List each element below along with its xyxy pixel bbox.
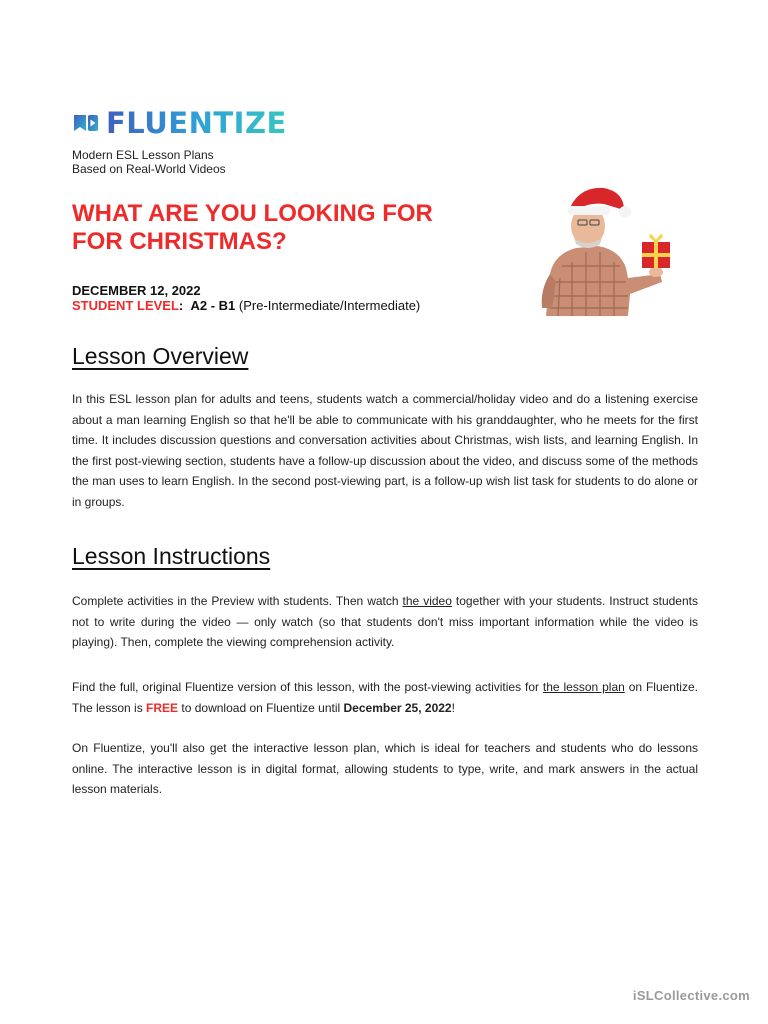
lesson-overview-text: In this ESL lesson plan for adults and teens, students watch a commercial/holiday video and do a listening exercise about a man learning English so that he'll be able to communicate with his granddaughter, who he meets for the first time. It includes discussion questions and conversation activities about Christmas, wish lists, and learning English. In the first post-viewing section, students have a follow-up discussion about the video, and discuss some of the methods the man uses to learn English. In the second post-viewing part, is a follow-up wish list task for students to do alone or in groups.: [72, 392, 698, 509]
brand-logo: [72, 108, 287, 138]
santa-hero-image: [528, 182, 678, 316]
p1-text-b: together with your students. Instruct students not to write during the video — only watch (so that students don't miss important information while the video is playing). Then, complete the viewing comprehension activity.: [72, 594, 698, 649]
tagline-line-2: Based on Real-World Videos: [72, 162, 226, 176]
title-line-2: FOR CHRISTMAS?: [72, 228, 287, 255]
brand-name: FLUENTIZE: [106, 106, 287, 140]
lesson-date: DECEMBER 12, 2022: [72, 283, 201, 298]
p2-text-c: to download on Fluentize until: [178, 700, 344, 715]
student-level-value: A2 - B1: [190, 298, 236, 313]
lesson-overview-heading: Lesson Overview: [72, 343, 249, 369]
lesson-plan-link[interactable]: the lesson plan: [542, 680, 625, 694]
brand-tagline: [72, 148, 226, 176]
deadline-date: December 25, 2022: [343, 700, 452, 715]
tagline-line-1: Modern ESL Lesson Plans: [72, 148, 214, 162]
fluentize-logo-icon: [72, 112, 100, 134]
student-level: [72, 298, 420, 313]
p2-text-d: !: [451, 700, 455, 715]
instructions-paragraph-2: [72, 677, 698, 718]
student-level-colon: :: [178, 298, 184, 313]
watermark: iSLCollective.com: [632, 988, 750, 1003]
video-link[interactable]: the video: [402, 594, 452, 608]
instructions-paragraph-3: On Fluentize, you'll also get the interactive lesson plan, which is ideal for teachers and students who do lessons online. The interactive lesson is in digital format, allowing students to type, write, and mark answers in the actual lesson materials.: [72, 741, 698, 796]
p2-text-a: Find the full, original Fluentize version of this lesson, with the post-viewing activities for: [72, 680, 543, 694]
instructions-paragraph-1: [72, 591, 698, 653]
student-level-detail: (Pre-Intermediate/Intermediate): [238, 298, 421, 313]
p1-text-a: Complete activities in the Preview with students. Then watch: [72, 594, 403, 608]
student-level-label: STUDENT LEVEL: [72, 298, 179, 313]
free-label: FREE: [146, 700, 179, 715]
p2-text-b: on Fluentize. The lesson is: [72, 680, 698, 715]
title-line-1: WHAT ARE YOU LOOKING FOR: [72, 200, 433, 227]
page-title: [72, 200, 512, 256]
lesson-instructions-heading: Lesson Instructions: [72, 543, 271, 569]
